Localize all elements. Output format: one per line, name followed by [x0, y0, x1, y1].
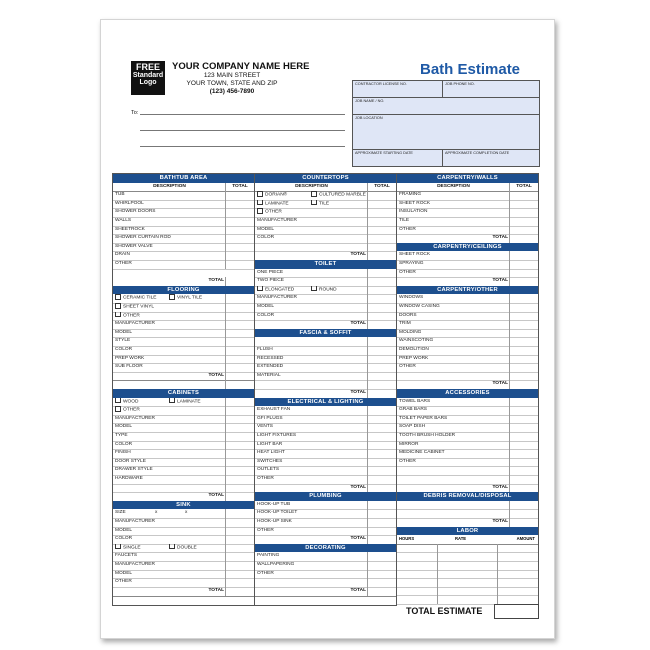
- labor-divider: [437, 544, 438, 553]
- checkbox-icon[interactable]: [169, 294, 175, 300]
- cultured-marble-label: CULTURED MARBLE: [319, 192, 366, 198]
- total-label: TOTAL: [492, 278, 508, 284]
- total-label: TOTAL: [225, 183, 254, 192]
- cabinet-other-label: OTHER: [123, 407, 140, 413]
- checkbox-icon[interactable]: [311, 286, 317, 292]
- wood-label: WOOD: [123, 398, 139, 404]
- electrical-header: ELECTRICAL & LIGHTING: [255, 398, 396, 407]
- labor-divider: [497, 578, 498, 587]
- countertop-laminate-label: LAMINATE: [265, 201, 289, 207]
- item-label: FINISH: [115, 450, 131, 456]
- item-label: SHOWER DOORS: [115, 209, 156, 215]
- item-label: MANUFACTURER: [257, 295, 297, 301]
- item-label: GFI PLUGS: [257, 415, 283, 421]
- round-label: ROUND: [319, 287, 337, 293]
- countertop-other-label: OTHER: [265, 209, 282, 215]
- to-line-1[interactable]: [140, 114, 345, 115]
- item-label: GRAB BARS: [399, 407, 427, 413]
- decorating-header: DECORATING: [255, 544, 396, 553]
- total-estimate-field[interactable]: [494, 604, 539, 619]
- job-location-field[interactable]: JOB LOCATION: [355, 116, 383, 120]
- total-label: TOTAL: [492, 235, 508, 241]
- item-label: TWO PIECE: [257, 278, 284, 284]
- item-label: COLOR: [257, 312, 275, 318]
- item-label: FLUSH: [257, 347, 273, 352]
- labor-header: LABOR: [397, 527, 538, 536]
- list-item[interactable]: [113, 260, 254, 270]
- item-label: COLOR: [115, 347, 133, 352]
- to-label: To:: [131, 110, 139, 116]
- labor-divider: [437, 595, 438, 604]
- item-label: SHEET ROCK: [399, 200, 431, 206]
- total-label: TOTAL: [208, 278, 224, 284]
- total-label: TOTAL: [208, 493, 224, 499]
- item-label: MODEL: [115, 570, 133, 576]
- checkbox-icon[interactable]: [115, 303, 121, 309]
- company-city: YOUR TOWN, STATE AND ZIP: [186, 80, 278, 87]
- labor-divider: [497, 595, 498, 604]
- item-label: TUB: [115, 192, 125, 198]
- item-label: MODEL: [115, 424, 133, 430]
- checkbox-icon[interactable]: [311, 191, 317, 197]
- company-phone: (123) 456-7890: [209, 88, 255, 95]
- checkbox-icon[interactable]: [169, 398, 175, 404]
- labor-divider: [497, 544, 498, 553]
- item-label: DOORS: [399, 312, 417, 318]
- completion-date-field[interactable]: APPROXIMATE COMPLETION DATE: [445, 151, 510, 155]
- item-label: OTHER: [399, 364, 416, 370]
- to-line-2[interactable]: [140, 130, 345, 131]
- item-label: SHEETROCK: [115, 226, 145, 232]
- sink-total[interactable]: [113, 587, 254, 597]
- item-label: ONE PIECE: [257, 269, 284, 275]
- item-label: RECESSED: [257, 355, 284, 361]
- checkbox-icon[interactable]: [115, 294, 121, 300]
- checkbox-icon[interactable]: [257, 286, 263, 292]
- item-label: OTHER: [399, 458, 416, 464]
- logo-line-logo: Logo: [139, 79, 157, 86]
- total-label: TOTAL: [350, 252, 366, 258]
- checkbox-icon[interactable]: [257, 208, 263, 214]
- checkbox-icon[interactable]: [115, 312, 121, 318]
- item-label: STYLE: [115, 338, 131, 344]
- labor-divider: [497, 587, 498, 596]
- ceramic-tile-label: CERAMIC TILE: [123, 295, 157, 301]
- checkbox-icon[interactable]: [257, 200, 263, 206]
- item-label: WAINSCOTING: [399, 338, 434, 344]
- amount-label: AMOUNT: [516, 536, 535, 542]
- checkbox-icon[interactable]: [115, 406, 121, 412]
- item-label: INSULATION: [399, 209, 428, 215]
- item-label: WINDOWS: [399, 295, 424, 301]
- sink-header: SINK: [113, 501, 254, 510]
- item-label: MEDICINE CABINET: [399, 450, 445, 456]
- description-label: DESCRIPTION: [295, 183, 328, 189]
- double-label: DOUBLE: [177, 545, 197, 551]
- labor-divider: [497, 552, 498, 561]
- item-label: SUB FLOOR: [115, 364, 143, 370]
- description-label: DESCRIPTION: [153, 183, 186, 189]
- carpentry-other-header: CARPENTRY/OTHER: [397, 286, 538, 295]
- item-label: VENTS: [257, 424, 273, 430]
- item-label: MOLDING: [399, 329, 422, 335]
- bathtub-header: BATHTUB AREA: [113, 174, 254, 183]
- item-label: TRIM: [399, 321, 411, 327]
- description-label: DESCRIPTION: [437, 183, 470, 189]
- item-label: DOOR STYLE: [115, 458, 146, 464]
- item-label: EXTENDED: [257, 364, 284, 370]
- total-label: TOTAL: [492, 381, 508, 387]
- sheet-vinyl-label: SHEET VINYL: [123, 304, 155, 310]
- column-right: [396, 173, 539, 605]
- column-middle: [254, 173, 397, 606]
- countertops-header: COUNTERTOPS: [255, 174, 396, 183]
- item-label: SOAP DISH: [399, 424, 426, 430]
- flooring-other-label: OTHER: [123, 312, 140, 318]
- item-label: WINDOW CASING: [399, 304, 440, 309]
- checkbox-icon[interactable]: [257, 191, 263, 197]
- item-label: MANUFACTURER: [115, 562, 155, 567]
- item-label: COLOR: [115, 441, 133, 447]
- item-label: COLOR: [115, 536, 133, 542]
- item-label: TILE: [399, 218, 410, 223]
- single-label: SINGLE: [123, 545, 141, 551]
- labor-divider: [497, 561, 498, 570]
- start-date-field[interactable]: APPROXIMATE STARTING DATE: [355, 151, 413, 155]
- carpentry-ceilings-header: CARPENTRY/CEILINGS: [397, 243, 538, 252]
- job-phone-field[interactable]: JOB PHONE NO.: [445, 82, 475, 86]
- item-label: DRAIN: [115, 252, 130, 258]
- item-label: TOWEL BARS: [399, 398, 431, 404]
- total-estimate-label: TOTAL ESTIMATE: [406, 606, 483, 616]
- company-name: YOUR COMPANY NAME HERE: [172, 61, 310, 72]
- labor-divider: [437, 552, 438, 561]
- cabinet-laminate-label: LAMINATE: [177, 398, 201, 404]
- item-label: MODEL: [115, 329, 133, 335]
- item-label: DRAWER STYLE: [115, 467, 153, 473]
- item-label: MATERIAL: [257, 372, 281, 378]
- item-label: SHOWER VALVE: [115, 243, 153, 249]
- item-label: MANUFACTURER: [257, 218, 297, 223]
- size-x-1: x: [155, 510, 158, 516]
- plumbing-header: PLUMBING: [255, 492, 396, 501]
- labor-divider: [497, 570, 498, 579]
- labor-divider: [437, 578, 438, 587]
- item-label: WALLPAPERING: [257, 562, 295, 567]
- labor-divider: [437, 587, 438, 596]
- item-label: SWITCHES: [257, 458, 283, 464]
- item-label: TOOTH BRUSH HOLDER: [399, 433, 456, 438]
- item-label: FRAMING: [399, 192, 422, 198]
- item-label: FAUCETS: [115, 553, 138, 559]
- carpentry-walls-header: CARPENTRY/WALLS: [397, 174, 538, 183]
- job-info-box: [352, 80, 540, 167]
- job-name-field[interactable]: JOB NAME / NO.: [355, 99, 385, 103]
- countertop-tile-label: TILE: [319, 201, 330, 207]
- item-label: HEAT LIGHT: [257, 450, 285, 456]
- item-label: MANUFACTURER: [115, 415, 155, 421]
- total-label: TOTAL: [350, 588, 366, 593]
- total-label: TOTAL: [367, 183, 396, 192]
- labor-divider: [437, 570, 438, 579]
- checkbox-icon[interactable]: [169, 544, 175, 550]
- company-street: 123 MAIN STREET: [203, 72, 261, 79]
- logo-line-free: FREE: [135, 62, 160, 72]
- item-label: MODEL: [257, 304, 275, 309]
- total-label: TOTAL: [492, 519, 508, 524]
- total-label: TOTAL: [350, 321, 366, 327]
- decorating-total[interactable]: [255, 587, 396, 597]
- accessories-header: ACCESSORIES: [397, 389, 538, 398]
- item-label: MIRROR: [399, 441, 419, 447]
- checkbox-icon[interactable]: [311, 200, 317, 206]
- item-label: OUTLETS: [257, 467, 280, 473]
- item-label: COLOR: [257, 235, 275, 241]
- size-x-2: x: [185, 510, 188, 516]
- item-label: MANUFACTURER: [115, 321, 155, 327]
- item-label: OTHER: [257, 527, 274, 533]
- cabinets-header: CABINETS: [113, 389, 254, 398]
- item-label: OTHER: [115, 579, 132, 585]
- checkbox-icon[interactable]: [115, 398, 121, 404]
- labor-divider: [437, 561, 438, 570]
- total-label: TOTAL: [350, 484, 366, 490]
- flooring-header: FLOORING: [113, 286, 254, 295]
- item-label: EXHAUST FAN: [257, 407, 291, 413]
- total-label: TOTAL: [509, 183, 538, 192]
- item-label: OTHER: [257, 570, 274, 576]
- item-label: DEMOLITION: [399, 347, 429, 352]
- toilet-header: TOILET: [255, 260, 396, 269]
- item-label: MODEL: [257, 226, 275, 232]
- item-label: HOOK-UP TOILET: [257, 510, 298, 516]
- item-label: TYPE: [115, 433, 128, 438]
- item-label: LIGHT FIXTURES: [257, 433, 297, 438]
- item-label: MODEL: [115, 527, 133, 533]
- fascia-header: FASCIA & SOFFIT: [255, 329, 396, 338]
- item-label: MANUFACTURER: [115, 519, 155, 524]
- elongated-label: ELONGATED: [265, 287, 295, 293]
- item-label: SHOWER CURTAIN ROD: [115, 235, 171, 241]
- item-label: PAINTING: [257, 553, 280, 559]
- item-label: TOILET PAPER BARS: [399, 415, 448, 421]
- rate-label: RATE: [455, 536, 467, 542]
- debris-header: DEBRIS REMOVAL/DISPOSAL: [397, 492, 538, 501]
- logo-line-standard: Standard: [132, 72, 164, 79]
- item-label: HARDWARE: [115, 476, 143, 481]
- total-label: TOTAL: [350, 536, 366, 542]
- item-label: WALLS: [115, 218, 132, 223]
- to-line-3[interactable]: [140, 146, 345, 147]
- item-label: HOOK-UP SINK: [257, 519, 292, 524]
- column-left: [112, 173, 255, 606]
- item-label: LIGHT BAR: [257, 441, 283, 447]
- item-label: OTHER: [399, 226, 416, 232]
- total-label: TOTAL: [492, 484, 508, 490]
- total-label: TOTAL: [208, 372, 224, 378]
- item-label: HOOK-UP TUB: [257, 501, 291, 507]
- dorian-label: DORIAN®: [265, 192, 288, 198]
- total-label: TOTAL: [208, 588, 224, 593]
- item-label: PREP WORK: [115, 355, 145, 361]
- item-label: OTHER: [257, 476, 274, 481]
- item-label: PREP WORK: [399, 355, 429, 361]
- item-label: SPRAYING: [399, 261, 424, 266]
- hours-label: HOURS: [399, 536, 415, 542]
- vinyl-tile-label: VINYL TILE: [177, 295, 203, 301]
- total-label: TOTAL: [350, 390, 366, 395]
- item-label: WHIRLPOOL: [115, 200, 144, 206]
- checkbox-icon[interactable]: [115, 544, 121, 550]
- standard-logo: [131, 61, 165, 95]
- item-label: SHEET ROCK: [399, 252, 431, 258]
- sink-size-label: SIZE: [115, 510, 126, 516]
- contractor-license-field[interactable]: CONTRACTOR LICENSE NO.: [355, 82, 407, 86]
- form-title: Bath Estimate: [420, 61, 521, 78]
- item-label: OTHER: [399, 269, 416, 275]
- item-label: OTHER: [115, 261, 132, 266]
